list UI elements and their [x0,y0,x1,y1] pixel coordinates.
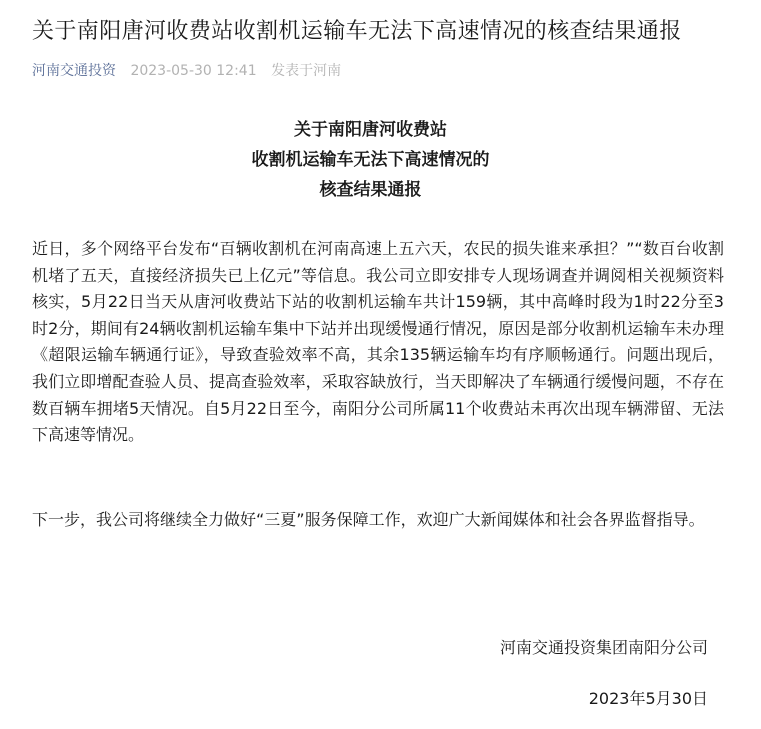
notice-heading-line: 收割机运输车无法下高速情况的 [251,150,490,170]
author-link[interactable]: 河南交通投资 [32,63,116,79]
article-meta [32,60,341,82]
notice-heading [0,115,741,205]
signature: 河南交通投资集团南阳分公司 [499,638,708,657]
notice-heading-line: 关于南阳唐河收费站 [294,120,447,140]
signature-date: 2023年5月30日 [588,689,708,708]
body-paragraph: 下一步，我公司将继续全力做好“三夏”服务保障工作，欢迎广大新闻媒体和社会各界监督指导。 [32,510,705,529]
publish-location: 发表于河南 [271,63,342,79]
body-paragraph: 近日，多个网络平台发布“百辆收割机在河南高速上五六天，农民的损失谁来承担？”“数百台收割机堵了五天，直接经济损失已上亿元”等信息。我公司立即安排专人现场调查并调阅相关视频资料核实，5月22日当天从唐河收费站下站的收割机运输车共计159辆，其中高峰时段为1时22分至3时2分，期间有24辆收割机运输车集中下站并出现缓慢通行情况，原因是部分收割机运输车未办理《超限运输车辆通行证》，导致查验效率不高，其余135辆运输车均有序顺畅通行。问题出现后，我们立即增配查验人员、提高查验效率，采取容缺放行，当天即解决了车辆通行缓慢问题，不存在数百辆车拥堵5天情况。自5月22日至今，南阳分公司所属11个收费站未再次出现车辆滞留、无法下高速等情况。 [32,239,724,445]
notice-heading-line: 核查结果通报 [319,180,422,200]
publish-time: 2023-05-30 12:41 [130,63,257,79]
article-title: 关于南阳唐河收费站收割机运输车无法下高速情况的核查结果通报 [32,19,682,44]
